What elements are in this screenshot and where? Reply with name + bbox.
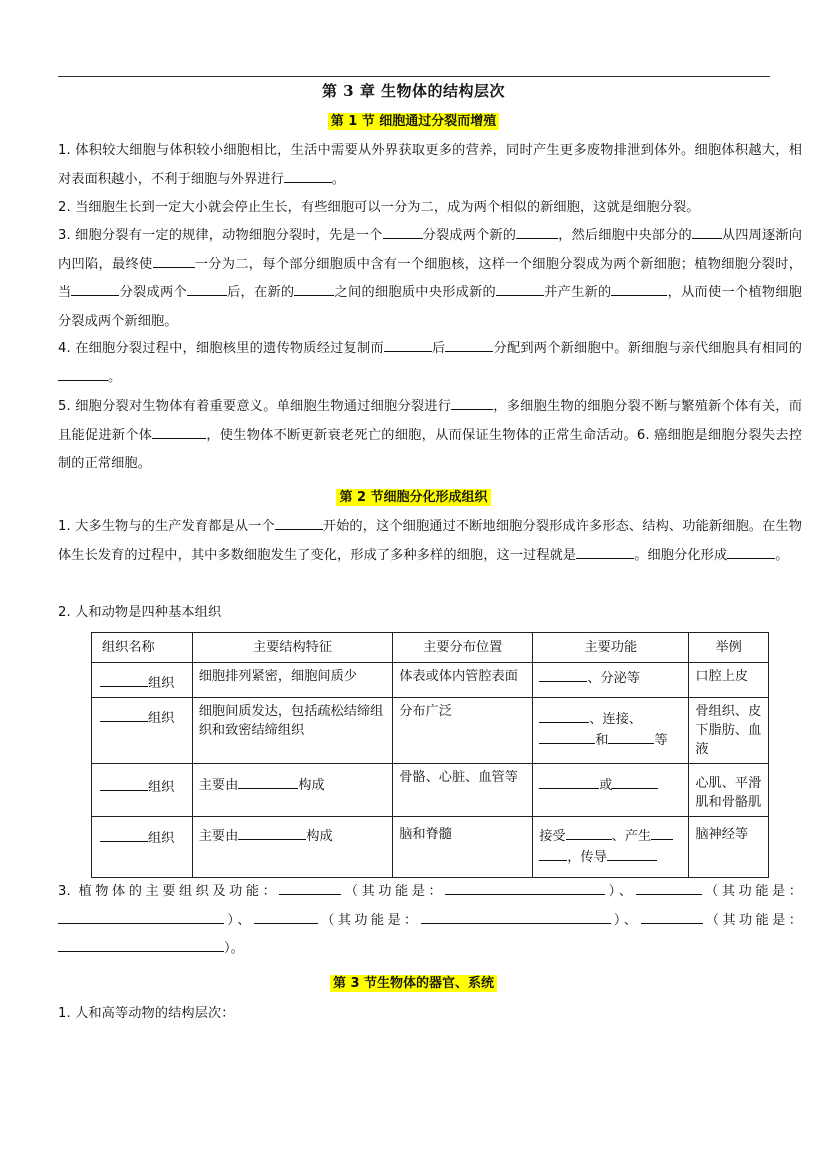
section-1-title: 第 1 节 细胞通过分裂而增殖 — [0, 110, 827, 129]
blank — [641, 909, 703, 924]
table-row — [92, 663, 769, 698]
function-cell: 、分泌等 — [533, 663, 689, 698]
example-cell: 心肌、平滑肌和骨骼肌 — [689, 764, 769, 817]
blank — [451, 395, 493, 410]
blank — [445, 880, 605, 895]
blank — [539, 708, 589, 723]
blank — [607, 846, 657, 861]
blank — [284, 168, 332, 183]
blank — [651, 825, 673, 840]
section-3-title: 第 3 节生物体的器官、系统 — [0, 972, 827, 991]
blank — [58, 366, 108, 381]
tissue-name-cell: 组织 — [92, 663, 193, 698]
s3-paragraph-1: 1. 人和高等动物的结构层次： — [58, 1006, 235, 1021]
blank — [238, 774, 298, 789]
blank — [636, 880, 702, 895]
header-rule — [58, 76, 770, 77]
blank — [71, 281, 119, 296]
blank — [576, 544, 634, 559]
s1-paragraph-3: 3. 细胞分裂有一定的规律，动物细胞分裂时，先是一个 分裂成两个新的 ，然后细胞中央部分的 从四周逐渐向内凹陷，最终使 一分为二，每个部分细胞质中含有一个细胞核，这样一个细胞分裂成为两个新细胞；植物细胞分裂时，当 分裂成两个 后，在新的 之间的细胞质中央形成新的 并产生新的 ，从而使一个植物细胞分裂成两个新细胞。 — [58, 222, 802, 336]
table-header: 主要结构特征 — [192, 633, 392, 663]
blank — [539, 729, 595, 744]
tissue-name-cell: 组织 — [92, 817, 193, 878]
blank — [153, 253, 195, 268]
table-header: 组织名称 — [92, 633, 193, 663]
blank — [727, 544, 775, 559]
function-cell: 、连接、 和 等 — [533, 698, 689, 764]
function-cell: 或 — [533, 764, 689, 817]
table-header: 主要功能 — [533, 633, 689, 663]
blank — [608, 729, 654, 744]
blank — [384, 337, 432, 352]
blank — [238, 825, 306, 840]
table-header: 举例 — [689, 633, 769, 663]
blank — [539, 774, 599, 789]
chapter-title: 第 3 章 生物体的结构层次 — [321, 82, 506, 100]
blank — [611, 281, 667, 296]
blank — [187, 281, 227, 296]
blank — [100, 776, 148, 791]
table-header: 主要分布位置 — [393, 633, 533, 663]
blank — [539, 846, 567, 861]
blank — [612, 774, 658, 789]
blank — [100, 707, 148, 722]
tissue-name-cell: 组织 — [92, 764, 193, 817]
s1-paragraph-1: 1. 体积较大细胞与体积较小细胞相比，生活中需要从外界获取更多的营养，同时产生更多废物排泄到体外。细胞体积越大，相对表面积越小，不利于细胞与外界进行 。 — [58, 143, 802, 187]
location-cell: 骨骼、心脏、血管等 — [393, 764, 533, 817]
blank — [445, 337, 493, 352]
feature-cell: 细胞排列紧密，细胞间质少 — [192, 663, 392, 698]
blank — [275, 515, 323, 530]
blank — [279, 880, 341, 895]
s1-paragraph-2: 2. 当细胞生长到一定大小就会停止生长，有些细胞可以一分为二，成为两个相似的新细胞，这就是细胞分裂。 — [58, 200, 700, 215]
blank — [58, 909, 224, 924]
section-2-title: 第 2 节细胞分化形成组织 — [0, 486, 827, 505]
example-cell: 骨组织、皮下脂肪、血液 — [689, 698, 769, 764]
tissue-name-cell: 组织 — [92, 698, 193, 764]
location-cell: 脑和脊髓 — [393, 817, 533, 878]
blank — [254, 909, 318, 924]
feature-cell: 主要由 构成 — [192, 764, 392, 817]
blank — [383, 224, 423, 239]
tissue-table — [91, 632, 769, 878]
blank — [100, 672, 148, 687]
blank — [294, 281, 334, 296]
example-cell: 口腔上皮 — [689, 663, 769, 698]
table-row — [92, 817, 769, 878]
function-cell: 接受 、产生 ，传导 — [533, 817, 689, 878]
blank — [421, 909, 611, 924]
table-row — [92, 764, 769, 817]
table-row — [92, 698, 769, 764]
blank — [516, 224, 558, 239]
s1-paragraph-5: 5. 细胞分裂对生物体有着重要意义。单细胞生物通过细胞分裂进行 ，多细胞生物的细胞分裂不断与繁殖新个体有关，而且能促进新个体 ，使生物体不断更新衰老死亡的细胞，从而保证生物体的正常生命活动。6. 癌细胞是细胞分裂失去控制的正常细胞。 — [58, 393, 802, 479]
s2-paragraph-3: 3. 植物体的主要组织及功能： （其功能是： ）、 （其功能是：）、 （其功能是： ）、 （其功能是：）。 — [58, 878, 802, 964]
blank — [152, 424, 206, 439]
example-cell: 脑神经等 — [689, 817, 769, 878]
feature-cell: 细胞间质发达，包括疏松结缔组织和致密结缔组织 — [192, 698, 392, 764]
blank — [58, 937, 224, 952]
s1-paragraph-4: 4. 在细胞分裂过程中，细胞核里的遗传物质经过复制而 后 分配到两个新细胞中。新细胞与亲代细胞具有相同的。 — [58, 335, 802, 392]
location-cell: 分布广泛 — [393, 698, 533, 764]
blank — [566, 825, 612, 840]
s2-paragraph-2: 2. 人和动物是四种基本组织 — [58, 605, 222, 620]
table-header-row — [92, 633, 769, 663]
blank — [539, 667, 587, 682]
blank — [100, 827, 148, 842]
s2-paragraph-1: 1. 大多生物与的生产发育都是从一个 开始的，这个细胞通过不断地细胞分裂形成许多形态、结构、功能新细胞。在生物体生长发育的过程中，其中多数细胞发生了变化，形成了多种多样的细胞，这一过程就是 。细胞分化形成 。 — [58, 513, 802, 570]
blank — [496, 281, 544, 296]
blank — [692, 224, 722, 239]
location-cell: 体表或体内管腔表面 — [393, 663, 533, 698]
feature-cell: 主要由 构成 — [192, 817, 392, 878]
